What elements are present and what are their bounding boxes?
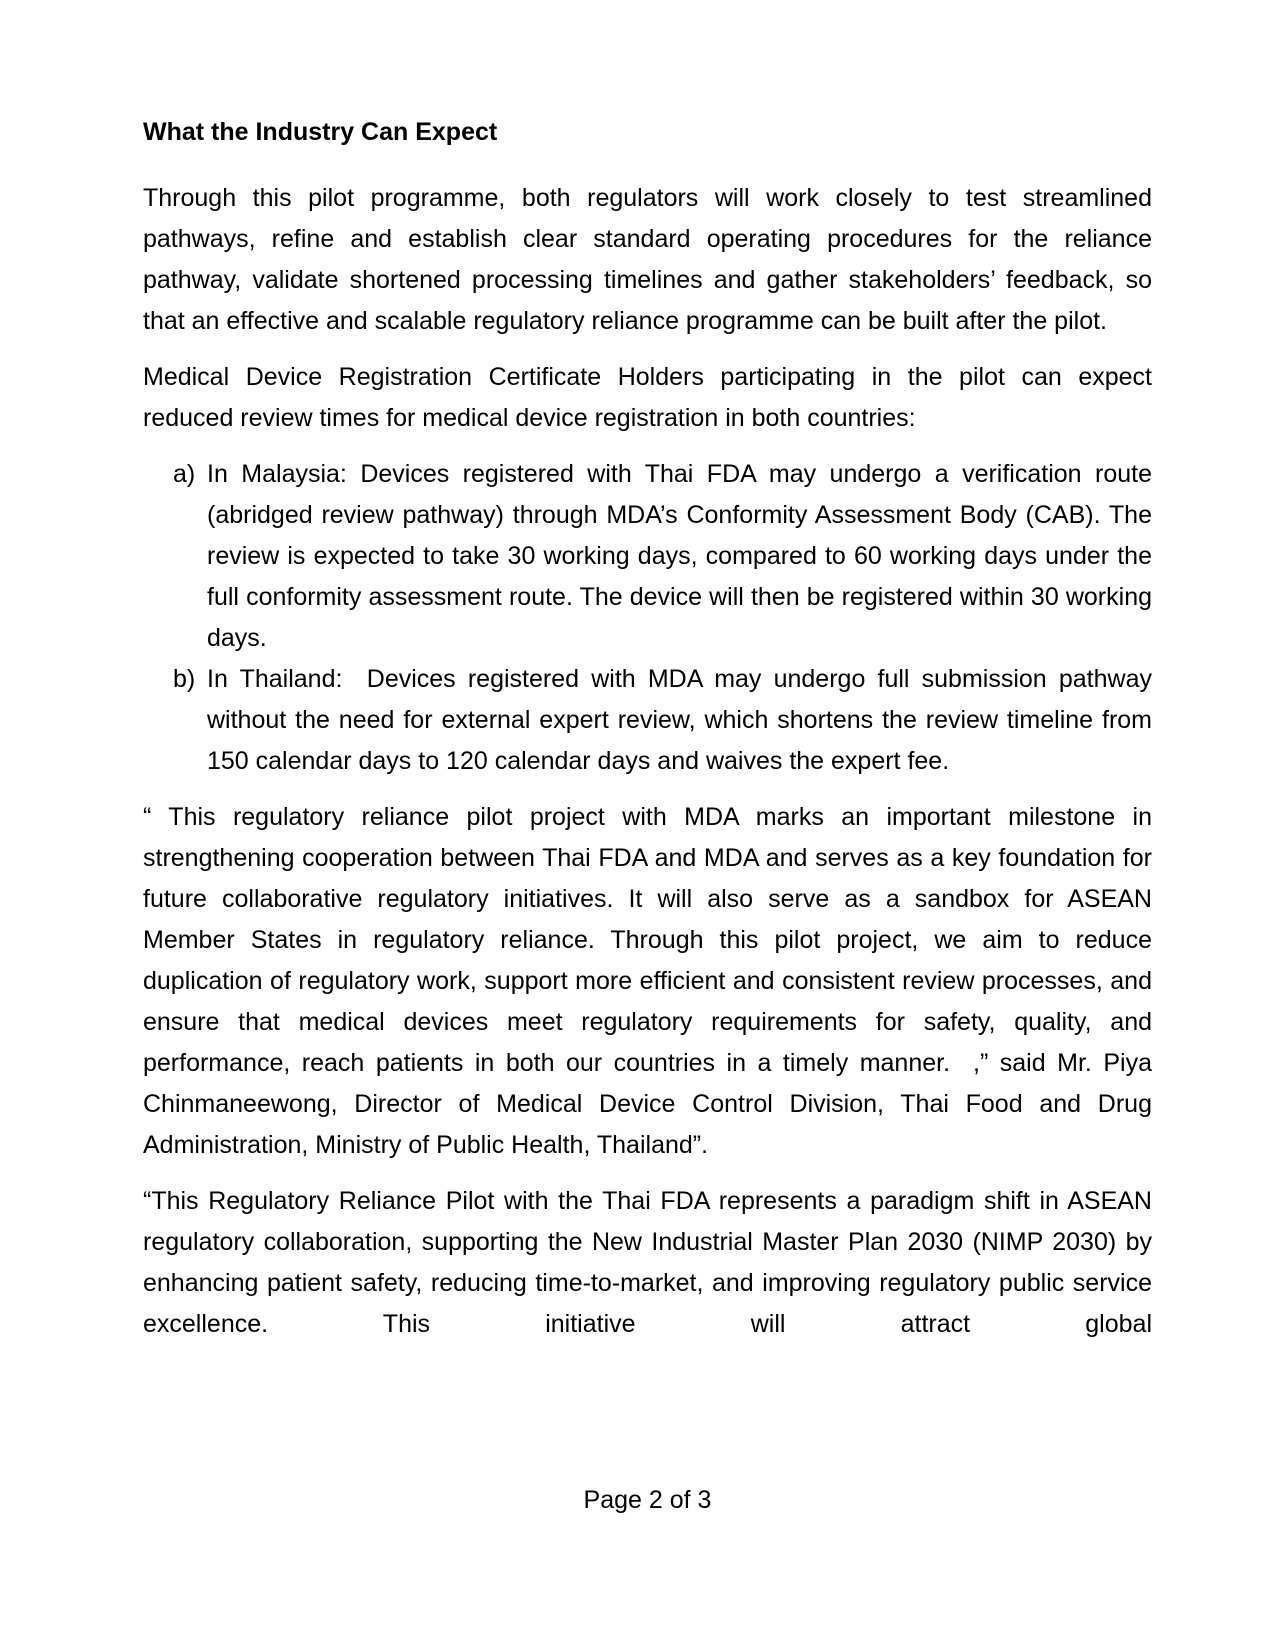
page-number: Page 2 of 3 — [583, 1486, 712, 1514]
section-heading: What the Industry Can Expect — [143, 118, 498, 146]
list-item-text-thailand: In Thailand: Devices registered with MDA may undergo full submission pathway without the need for external expert review, which shortens the review timeline from 150 calendar days to 120 calendar days and waives the expert fee. — [207, 665, 1152, 775]
list-marker-b: b) — [173, 665, 196, 693]
alpha-list — [143, 454, 1152, 782]
paragraph-pilot-programme: Through this pilot programme, both regulators will work closely to test streamlined pathways, refine and establish clear standard operating procedures for the reliance pathway, validate shortened processing timelines and gather stakeholders’ feedback, so that an effective and scalable regulatory reliance programme can be built after the pilot. — [143, 184, 1152, 335]
list-item-thailand — [143, 659, 1152, 782]
paragraph-certificate-holders: Medical Device Registration Certificate Holders participating in the pilot can expect reduced review times for medical device registration in both countries: — [143, 363, 1152, 432]
list-marker-a: a) — [173, 460, 196, 488]
document-body — [143, 112, 1152, 1360]
paragraph-thai-fda-quote: “ This regulatory reliance pilot project with MDA marks an important milestone in strengthening cooperation between Thai FDA and MDA and serves as a key foundation for future collaborative regulatory initiatives. It will also serve as a sandbox for ASEAN Member States in regulatory reliance. Through this pilot project, we aim to reduce duplication of regulatory work, support more efficient and consistent review processes, and ensure that medical devices meet regulatory requirements for safety, quality, and performance, reach patients in both our countries in a timely manner. ,” said Mr. Piya Chinmaneewong, Director of Medical Device Control Division, Thai Food and Drug Administration, Ministry of Public Health, Thailand”. — [143, 803, 1152, 1159]
paragraph-mda-quote: “This Regulatory Reliance Pilot with the Thai FDA represents a paradigm shift in ASEAN regulatory collaboration, supporting the New Industrial Master Plan 2030 (NIMP 2030) by enhancing patient safety, reducing time-to-market, and improving regulatory public service excellence. This initiative will attract global — [143, 1187, 1152, 1338]
list-item-malaysia — [143, 454, 1152, 659]
list-item-text-malaysia: In Malaysia: Devices registered with Thai FDA may undergo a verification route (abridged review pathway) through MDA’s Conformity Assessment Body (CAB). The review is expected to take 30 working days, compared to 60 working days under the full conformity assessment route. The device will then be registered within 30 working days. — [207, 460, 1152, 652]
